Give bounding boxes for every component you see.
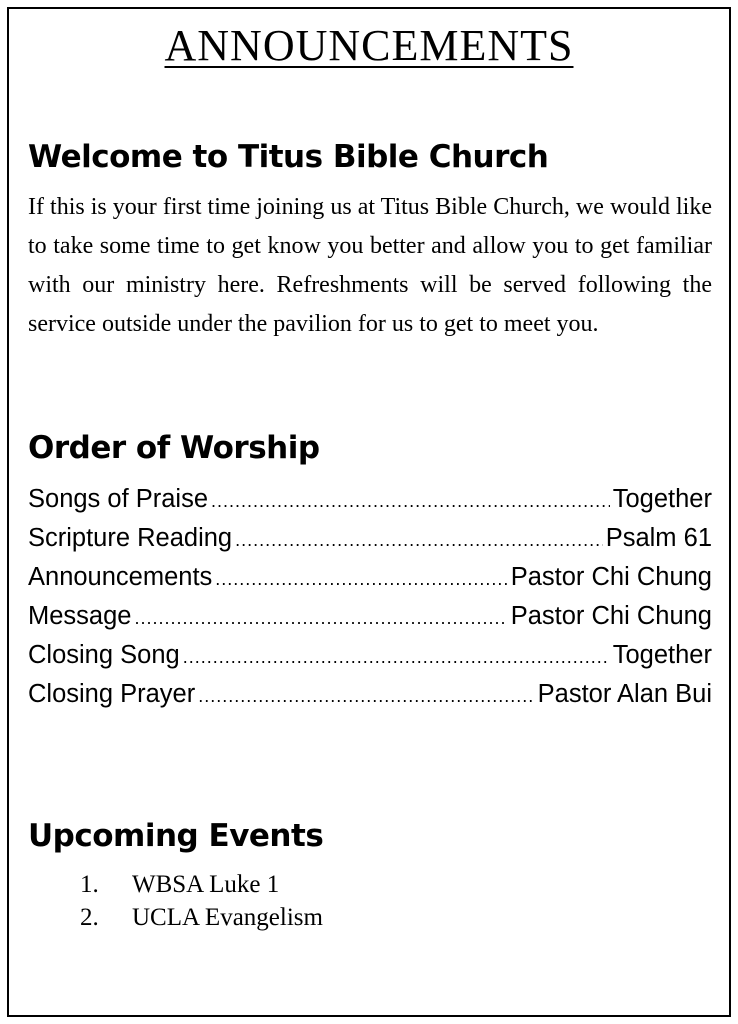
order-leader: Psalm 61 [605,524,712,552]
order-row-songs-of-praise [28,480,712,519]
order-leader: Together [612,485,712,513]
list-number: 2. [80,904,99,931]
order-leader: Pastor Chi Chung [510,602,712,630]
upcoming-events-list [80,868,323,934]
order-leader: Together [612,641,712,669]
page-title: ANNOUNCEMENTS [164,21,574,70]
list-number: 1. [80,871,99,898]
order-row-message [28,597,712,636]
order-row-closing-song [28,636,712,675]
order-row-announcements [28,558,712,597]
order-item: Songs of Praise [28,485,209,513]
order-row-scripture-reading [28,519,712,558]
dot-leader [134,599,507,638]
order-of-worship-heading: Order of Worship [28,430,320,466]
order-leader: Pastor Alan Bui [537,680,712,708]
welcome-heading: Welcome to Titus Bible Church [28,139,549,175]
event-label: UCLA Evangelism [132,904,323,931]
order-item: Scripture Reading [28,524,233,552]
order-item: Message [28,602,132,630]
order-item: Closing Prayer [28,680,196,708]
dot-leader [215,560,507,599]
welcome-paragraph: If this is your first time joining us at Titus Bible Church, we would like to take some time to get know you better and allow you to get familiar with our ministry here. Refreshments will be served following the service outside under the pavilion for us to get to meet you. [28,194,712,337]
order-item: Announcements [28,563,213,591]
upcoming-events-heading: Upcoming Events [28,818,324,854]
dot-leader [198,677,534,716]
dot-leader [211,482,610,521]
order-item: Closing Song [28,641,180,669]
order-row-closing-prayer [28,675,712,714]
list-item [80,868,323,901]
order-leader: Pastor Chi Chung [510,563,712,591]
dot-leader [183,638,610,677]
list-item [80,901,323,934]
order-of-worship-list [28,480,712,714]
dot-leader [235,521,603,560]
event-label: WBSA Luke 1 [132,871,280,898]
